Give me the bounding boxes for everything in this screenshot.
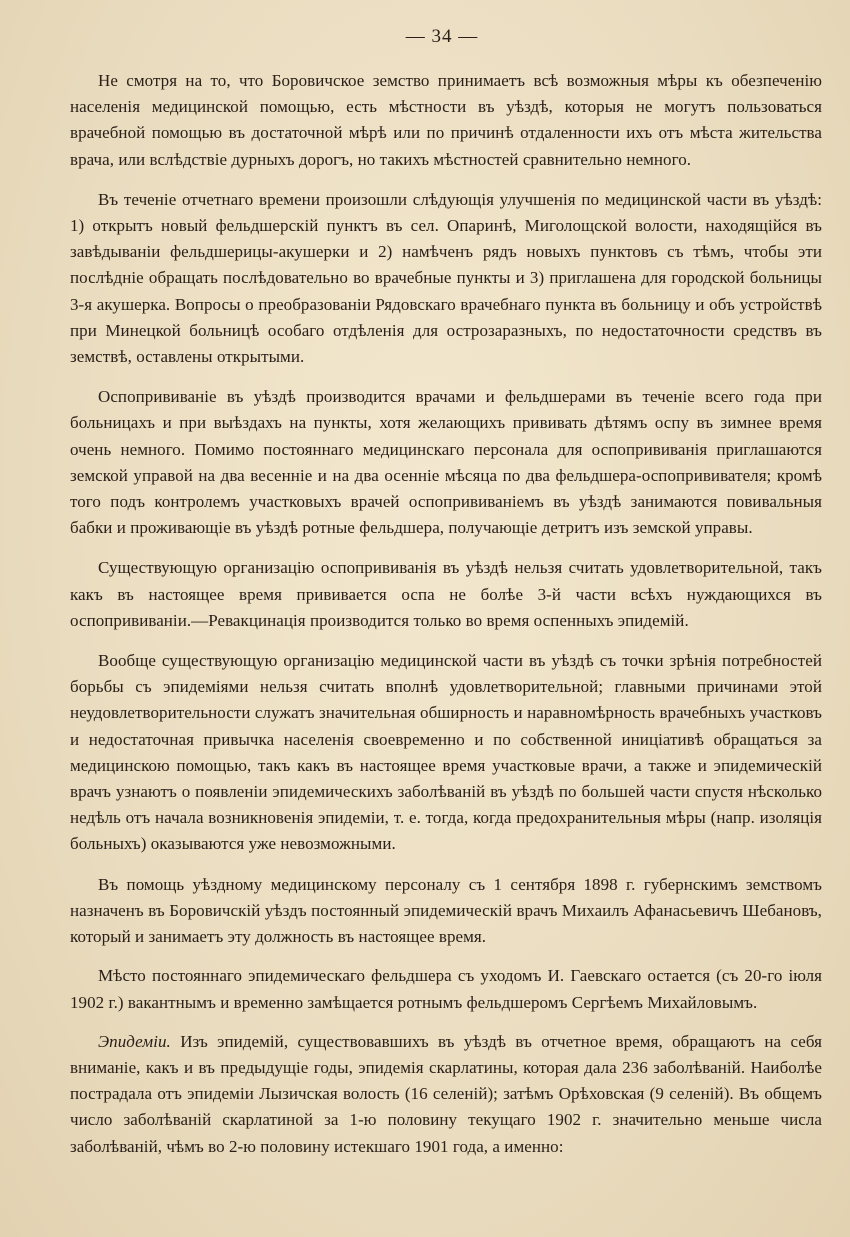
page-number: — 34 — (405, 26, 479, 47)
paragraph-epidemic-feldsher: Мѣсто постояннаго эпидемическаго фельдшера съ уходомъ И. Гаевскаго остается (съ 20-го іюля 1902 г.) вакантнымъ и временно замѣщается ротнымъ фельдшеромъ Сергѣемъ Михайловымъ. (70, 966, 822, 1012)
paragraph-improvements: Въ теченіе отчетнаго времени произошли слѣдующія улучшенія по медицинской части въ уѣздѣ: 1) открытъ новый фельдшерскій пунктъ въ сел. Опаринѣ, Миголощской волости, находящійся въ завѣдываніи фельдшерицы-акушерки и 2) намѣченъ рядъ новыхъ пунктовъ съ тѣмъ, чтобы эти послѣдніе обращать послѣдовательно во врачебные пункты и 3) приглашена для городской больницы 3-я акушерка. Вопросы о преобразованіи Рядовскаго врачебнаго пункта въ больницу и объ устройствѣ при Минецкой больницѣ особаго отдѣленія для острозаразныхъ, по недостаточности средствъ въ земствѣ, оставлены открытыми. (70, 189, 822, 367)
paragraph-medical-access: Не смотря на то, что Боровичское земство принимаетъ всѣ возможныя мѣры къ обезпеченію населенія медицинской помощью, есть мѣстности въ уѣздѣ, которыя не могутъ пользоваться врачебной помощью въ достаточной мѣрѣ или по причинѣ отдаленности ихъ отъ мѣста жительства врача, или вслѣдствіе дурныхъ дорогъ, но такихъ мѣстностей сравнительно немного. (70, 71, 822, 169)
epidemics-heading: Эпидеміи. (98, 1031, 171, 1051)
paragraph-epidemics (70, 1029, 822, 1160)
document-page (70, 0, 822, 1174)
paragraph-epidemic-doctor: Въ помощь уѣздному медицинскому персоналу съ 1 сентября 1898 г. губернскимъ земствомъ назначенъ въ Боровичскій уѣздъ постоянный эпидемическій врачъ Михаилъ Афанасьевичъ Шебановъ, который и занимаетъ эту должность въ настоящее время. (70, 874, 822, 947)
epidemics-text: Изъ эпидемій, существовавшихъ въ уѣздѣ въ отчетное время, обращаютъ на себя вниманіе, какъ и въ предыдущіе годы, эпидемія скарлатины, которая дала 236 заболѣваній. Наиболѣе пострадала отъ эпидеміи Лызичская волость (16 селеній); затѣмъ Орѣховская (9 селеній). Въ общемъ число заболѣваній скарлатиной за 1-ю половину текущаго 1902 г. значительно меньше числа заболѣваній, чѣмъ во 2-ю половину истекшаго 1901 года, а именно: (70, 1031, 822, 1156)
paragraph-epidemic-fight: Вообще существующую организацію медицинской части въ уѣздѣ съ точки зрѣнія потребностей борьбы съ эпидеміями нельзя считать вполнѣ удовлетворительной; главными причинами этой неудовлетворительности служатъ значительная обширность и наравномѣрность врачебныхъ участковъ и недостаточная привычка населенія своевременно и по собственной иниціативѣ обращаться за медицинскою помощью, такъ какъ въ настоящее время участковые врачи, а также и эпидемическій врачъ узнаютъ о появленіи эпидемическихъ заболѣваній въ уѣздѣ по большей части спустя нѣсколько недѣль отъ начала возникновенія эпидеміи, т. е. тогда, когда предохранительныя мѣры (напр. изоляція больныхъ) оказываются уже невозможными. (70, 651, 822, 854)
paragraph-vaccination-organization: Существующую организацію оспопрививанія въ уѣздѣ нельзя считать удовлетворительной, такъ какъ въ настоящее время прививается оспа не болѣе 3-й части всѣхъ нуждающихся въ оспопрививаніи.—Ревакцинація производится только во время оспенныхъ эпидемій. (70, 558, 822, 630)
paragraph-vaccination: Оспопрививаніе въ уѣздѣ производится врачами и фельдшерами въ теченіе всего года при больницахъ и при выѣздахъ на пункты, хотя желающихъ прививать дѣтямъ оспу въ зимнее время очень немного. Помимо постояннаго медицинскаго персонала для оспопрививанія приглашаются земской управой на два весенніе и на два осенніе мѣсяца по два фельдшера-оспопрививателя; кромѣ того подъ контролемъ участковыхъ врачей оспопрививаніемъ въ уѣздѣ занимаются повивальныя бабки и проживающіе въ уѣздѣ ротные фельдшера, получающіе детритъ изъ земской управы. (70, 387, 822, 538)
